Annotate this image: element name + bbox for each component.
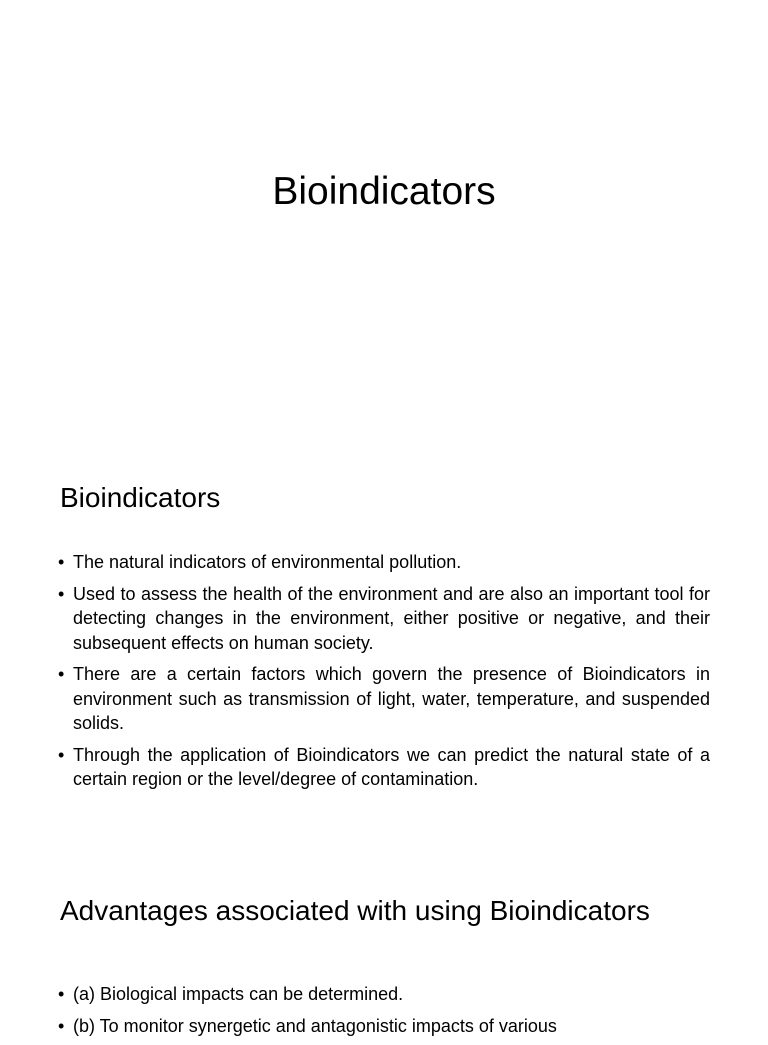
bioindicators-slide xyxy=(0,470,768,860)
bullet-text: There are a certain factors which govern the presence of Bioindicators in environment such as transmission of light, water, temperature, and suspended solids. xyxy=(73,664,710,733)
bullet-text: The natural indicators of environmental pollution. xyxy=(73,552,462,572)
advantages-slide xyxy=(0,890,768,1036)
bullet-icon: • xyxy=(58,552,65,572)
bullet-item xyxy=(58,982,710,1007)
bullet-list xyxy=(58,982,710,1045)
bullet-item xyxy=(58,662,710,736)
bullet-text: Used to assess the health of the environment and are also an important tool for detecting changes in the environment, either positive or negative, and their subsequent effects on human society. xyxy=(73,583,710,653)
bullet-item xyxy=(58,550,710,575)
bullet-icon: • xyxy=(58,984,65,1004)
bullet-icon: • xyxy=(58,744,65,765)
bullet-text: (b) To monitor synergetic and antagonistic impacts of various xyxy=(73,1015,557,1036)
bullet-item xyxy=(58,743,710,792)
title-slide xyxy=(0,0,768,432)
slide-heading: Bioindicators xyxy=(60,482,221,513)
bullet-item xyxy=(58,1014,710,1039)
main-title: Bioindicators xyxy=(272,170,496,213)
bullet-list xyxy=(58,550,710,799)
bullet-text: Through the application of Bioindicators we can predict the natural state of a certain region or the level/degree of contamination. xyxy=(73,744,710,789)
bullet-item xyxy=(58,582,710,656)
bullet-icon: • xyxy=(58,1015,65,1036)
bullet-icon: • xyxy=(58,664,65,684)
bullet-icon: • xyxy=(58,583,65,604)
bullet-text: (a) Biological impacts can be determined. xyxy=(73,984,404,1004)
slide-heading: Advantages associated with using Bioindicators xyxy=(60,895,650,926)
